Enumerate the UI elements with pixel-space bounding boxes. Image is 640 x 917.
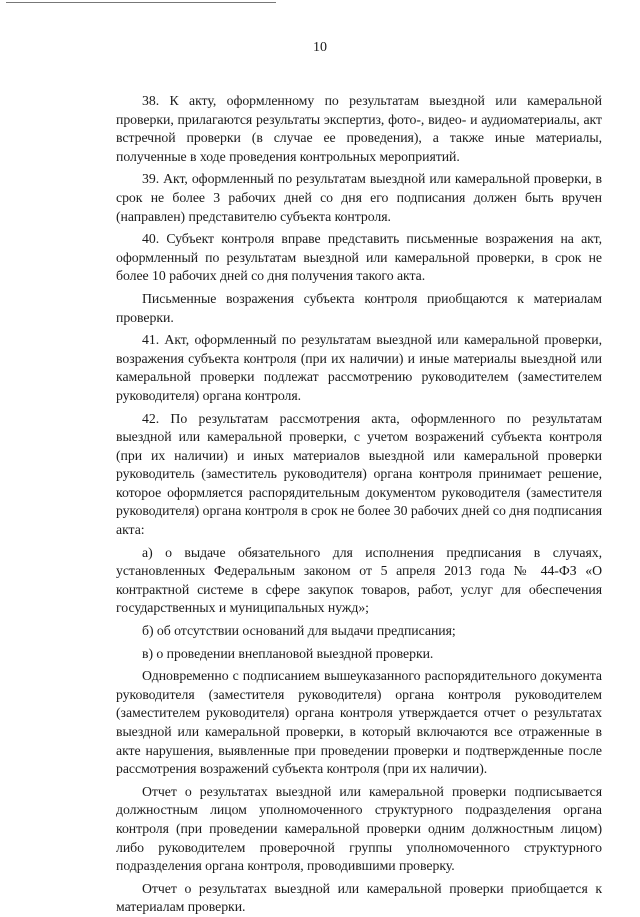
top-rule <box>6 2 276 3</box>
paragraph-42-item-b: б) об отсутствии оснований для выдачи предписания; <box>142 623 456 639</box>
paragraph-42: 42. По результатам рассмотрения акта, оформленного по результатам выездной или камеральной проверки, с учетом возражений субъекта контроля (при их наличии) и иных материалов выездной или камеральной проверки руководитель (заместитель руководителя) органа контроля принимает решение, которое оформляется распорядительным документом руководителя (заместителя руководителя) органа контроля в срок не более 30 рабочих дней со дня подписания акта: <box>116 410 602 538</box>
document-body <box>116 92 602 917</box>
paragraph-42-item-a: а) о выдаче обязательного для исполнения предписания в случаях, установленных Федеральным законом от 5 апреля 2013 года № 44-ФЗ «О контрактной системе в сфере закупок товаров, работ, услуг для обеспечения государственных и муниципальных нужд»; <box>116 544 602 616</box>
paragraph-42-item-c: в) о проведении внеплановой выездной проверки. <box>142 645 434 661</box>
page-number: 10 <box>313 40 327 55</box>
paragraph-40: 40. Субъект контроля вправе представить письменные возражения на акт, оформленный по результатам выездной или камеральной проверки, в срок не более 10 рабочих дней со дня получения такого акта. <box>116 231 602 284</box>
paragraph-39: 39. Акт, оформленный по результатам выездной или камеральной проверки, в срок не более 3 рабочих дней со дня его подписания должен быть вручен (направлен) представителю субъекта контроля. <box>116 171 602 224</box>
paragraph-report-approval: Одновременно с подписанием вышеуказанного распорядительного документа руководителя (заместителя руководителя) органа контроля руководителем (заместителем руководителя) органа контроля утверждается отчет о результатах выездной или камеральной проверки, в который включаются все отраженные в акте нарушения, выявленные при проведении проверки и подтвержденные после рассмотрения возражений субъекта контроля (при их наличии). <box>116 668 602 777</box>
paragraph-report-attachment: Отчет о результатах выездной или камеральной проверки приобщается к материалам проверки. <box>116 880 602 915</box>
paragraph-38: 38. К акту, оформленному по результатам выездной или камеральной проверки, прилагаются результаты экспертиз, фото-, видео- и аудиоматериалы, акт встречной проверки (в случае ее проведения), а также иные материалы, полученные в ходе проведения контрольных мероприятий. <box>116 93 602 164</box>
paragraph-report-signing: Отчет о результатах выездной или камеральной проверки подписывается должностным лицом уполномоченного структурного подразделения органа контроля (при проведении камеральной проверки одним должностным лицом) либо руководителем проверочной группы уполномоченного структурного подразделения органа контроля, проводившими проверку. <box>116 783 602 874</box>
paragraph-41: 41. Акт, оформленный по результатам выездной или камеральной проверки, возражения субъекта контроля (при их наличии) и иные материалы выездной или камеральной проверки подлежат рассмотрению руководителем (заместителем руководителя) органа контроля. <box>116 332 602 403</box>
paragraph-40-objections: Письменные возражения субъекта контроля приобщаются к материалам проверки. <box>116 290 602 325</box>
